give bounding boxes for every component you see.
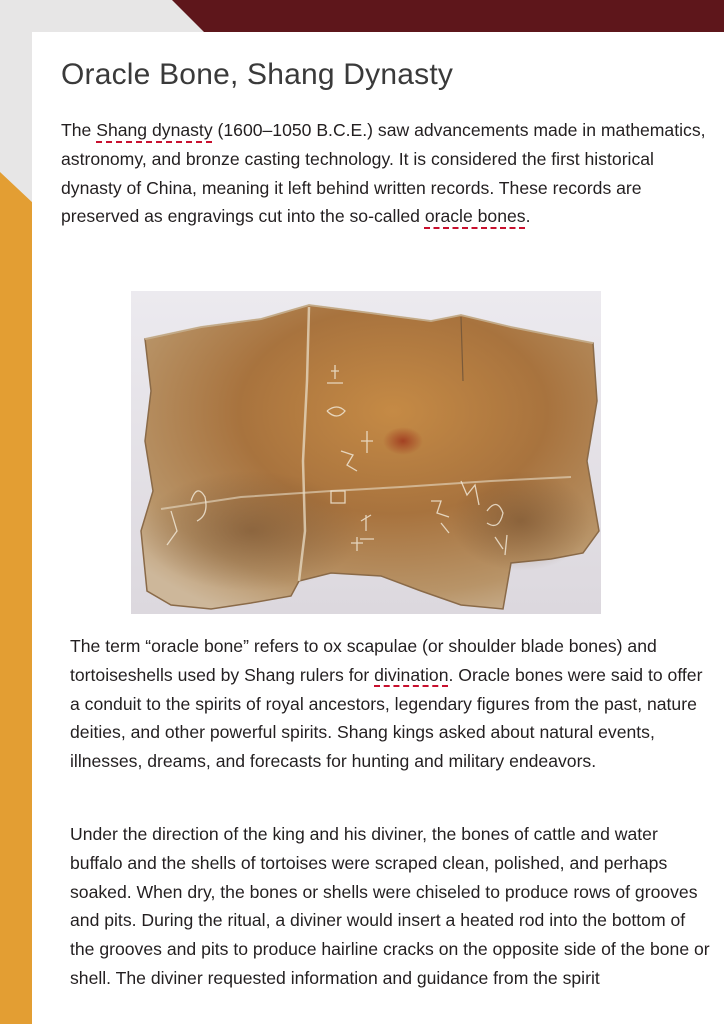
glossary-link-shang-dynasty[interactable]: Shang dynasty (96, 120, 213, 140)
intro-paragraph (61, 116, 711, 231)
intro-text-start: The (61, 120, 97, 140)
oracle-bone-photo (131, 291, 601, 614)
glossary-link-divination[interactable]: divination (374, 664, 449, 685)
top-decor-band (0, 0, 724, 32)
ritual-paragraph: Under the direction of the king and his diviner, the bones of cattle and water buffalo and the shells of tortoises were scraped clean, polished, and perhaps soaked. When dry, the bones or shells were chiseled to produce rows of grooves and pits. During the ritual, a diviner would insert a heated rod into the bottom of the grooves and pits to produce hairline cracks on the opposite side of the bone or shell. The diviner requested information and guidance from the spirit (70, 824, 710, 988)
term-text-start: The term “oracle bone” refers to ox scapulae (or shoulder blade bones) and tortoiseshells used by Shang rulers for (70, 636, 657, 685)
intro-text-end: . (525, 206, 531, 227)
page-title: Oracle Bone, Shang Dynasty (61, 58, 454, 91)
oracle-bone-term-paragraph (70, 632, 710, 776)
side-decor-band (0, 0, 34, 1024)
term-text-end: . Oracle bones were said to offer a conduit to the spirits of royal ancestors, legendary figures from the past, nature deities, and other powerful spirits. Shang kings asked about natural events, illnesses, dreams, and forecasts for hunting and military endeavors. (70, 664, 703, 772)
intro-text-middle: (1600–1050 B.C.E.) saw advancements made in mathematics, astronomy, and bronze casting technology. It is considered the first historical dynasty of China, meaning it left behind written records. These records are preserved as engravings cut into the so-called (61, 120, 706, 227)
glossary-link-oracle-bones[interactable]: oracle bones (424, 206, 526, 227)
